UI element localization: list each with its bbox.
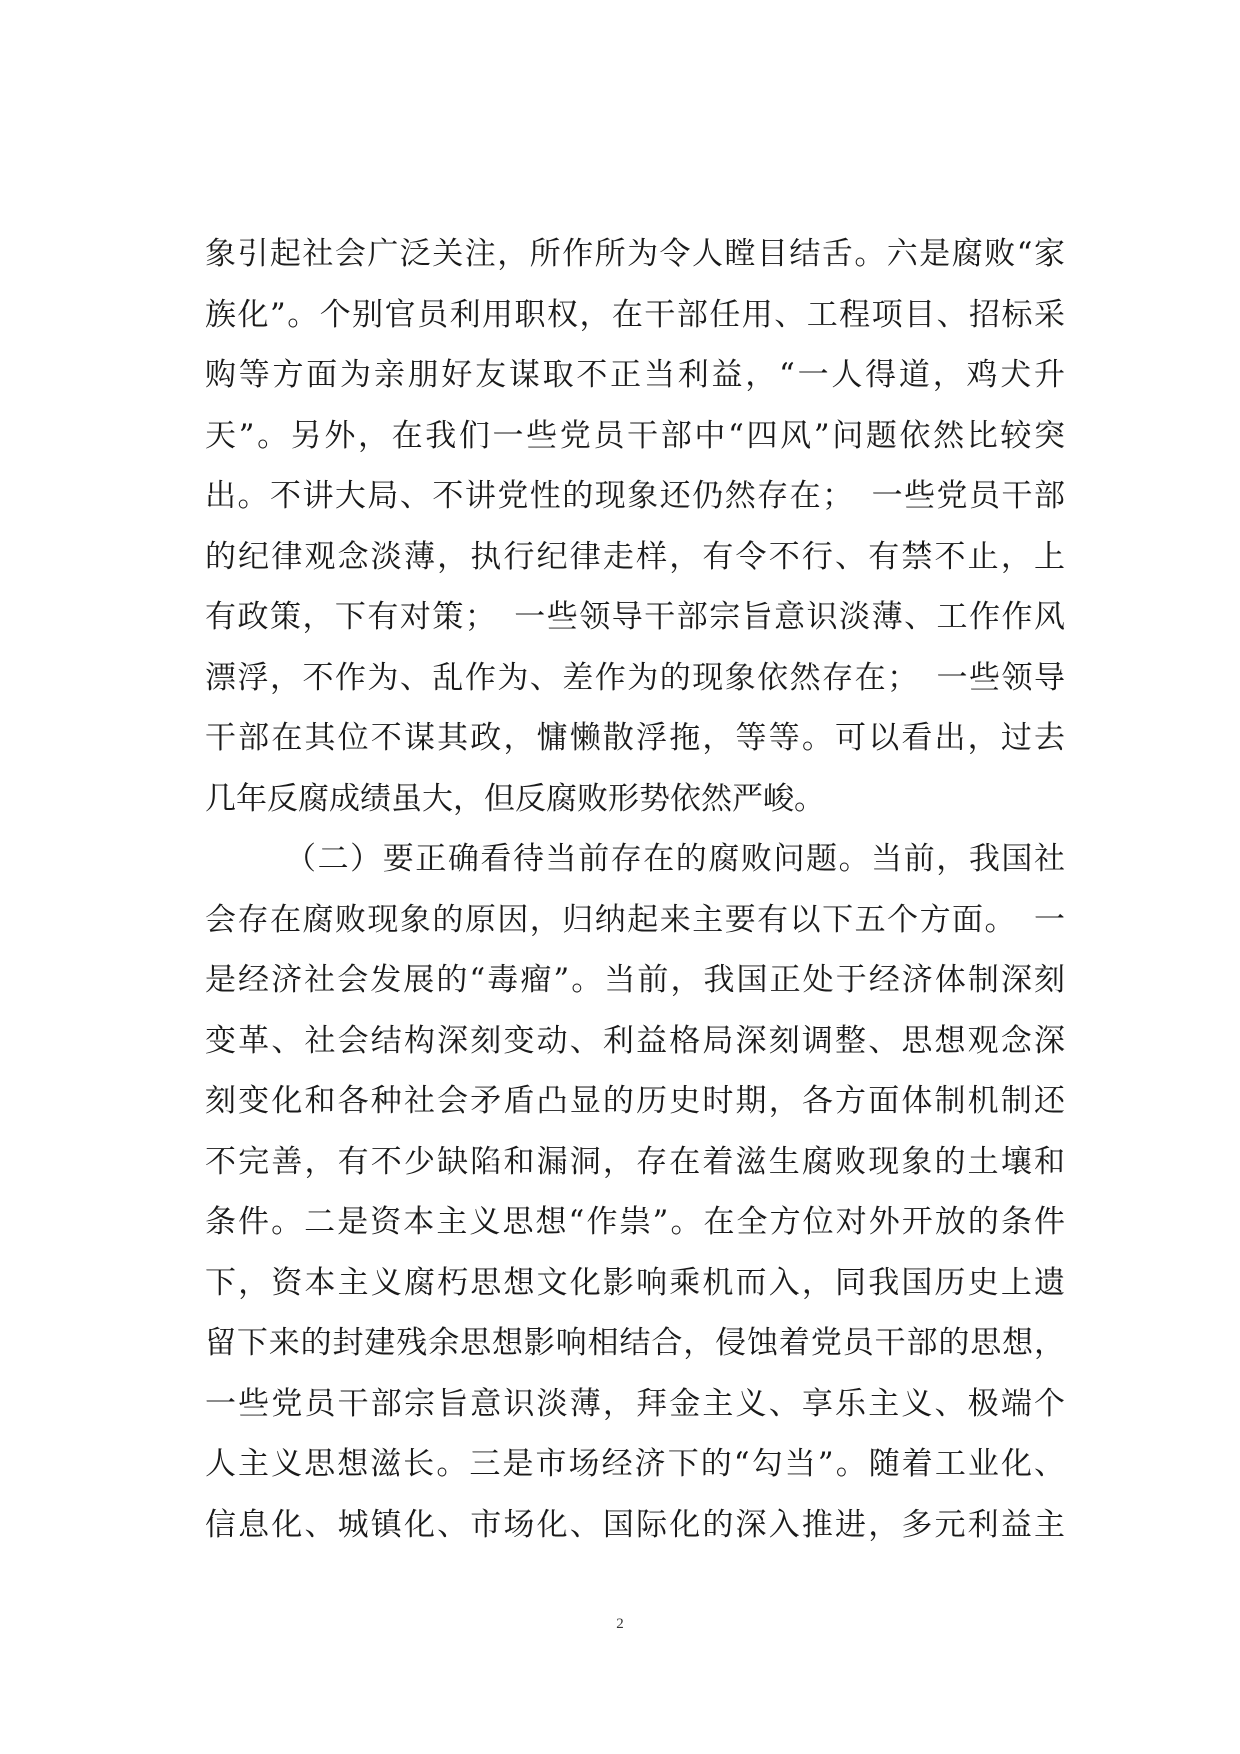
body-text [205,224,1065,1555]
text-line: 留下来的封建残余思想影响相结合，侵蚀着党员干部的思想， [205,1325,1065,1361]
text-line: 有政策，下有对策； 一些领导干部宗旨意识淡薄、工作作风 [205,599,1065,635]
text-line: 的纪律观念淡薄，执行纪律走样，有令不行、有禁不止，上 [205,538,1065,575]
text-line: 下，资本主义腐朽思想文化影响乘机而入，同我国历史上遗 [205,1264,1065,1301]
text-line: 几年反腐成绩虽大，但反腐败形势依然严峻。 [205,780,825,817]
text-line: 人主义思想滋长。三是市场经济下的“勾当”。随着工业化、 [205,1446,1065,1482]
text-line: 购等方面为亲朋好友谋取不正当利益，“一人得道，鸡犬升 [205,357,1065,393]
text-line: （二）要正确看待当前存在的腐败问题。当前，我国社 [285,841,1065,877]
text-line: 条件。二是资本主义思想“作祟”。在全方位对外开放的条件 [205,1204,1065,1240]
text-line: 信息化、城镇化、市场化、国际化的深入推进，多元利益主 [205,1506,1065,1543]
paragraph-1 [205,224,1065,829]
page-number: 2 [616,1616,624,1632]
text-line: 刻变化和各种社会矛盾凸显的历史时期，各方面体制机制还 [205,1083,1065,1119]
text-line: 干部在其位不谋其政，慵懒散浮拖，等等。可以看出，过去 [205,720,1065,756]
paragraph-2 [205,829,1065,1555]
text-line: 会存在腐败现象的原因，归纳起来主要有以下五个方面。 一 [205,901,1065,938]
text-line: 变革、社会结构深刻变动、利益格局深刻调整、思想观念深 [205,1022,1065,1059]
text-line: 是经济社会发展的“毒瘤”。当前，我国正处于经济体制深刻 [205,962,1065,998]
text-line: 不完善，有不少缺陷和漏洞，存在着滋生腐败现象的土壤和 [205,1143,1065,1180]
text-line: 漂浮，不作为、乱作为、差作为的现象依然存在； 一些领导 [205,659,1065,696]
text-line: 象引起社会广泛关注，所作所为令人瞠目结舌。六是腐败“家 [205,236,1065,272]
text-line: 天”。另外，在我们一些党员干部中“四风”问题依然比较突 [205,417,1065,454]
text-line: 族化”。个别官员利用职权，在干部任用、工程项目、招标采 [205,296,1065,333]
text-line: 一些党员干部宗旨意识淡薄，拜金主义、享乐主义、极端个 [205,1385,1065,1422]
text-line: 出。不讲大局、不讲党性的现象还仍然存在； 一些党员干部 [205,478,1065,514]
